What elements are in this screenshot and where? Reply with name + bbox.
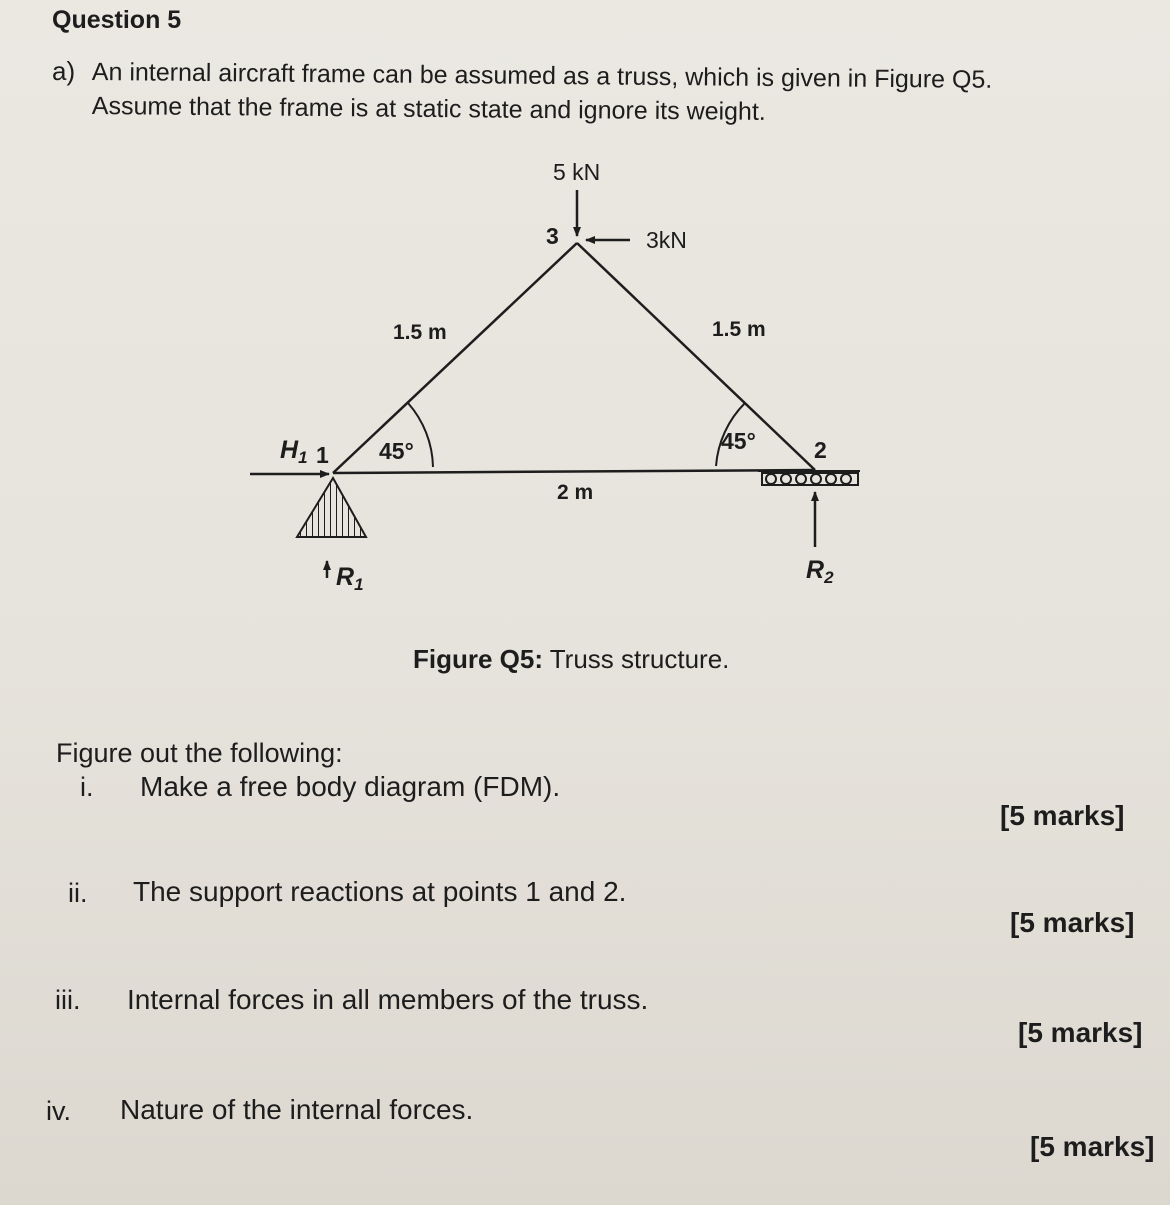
figure-caption xyxy=(413,644,729,675)
part-label: a) xyxy=(52,56,76,86)
bottom-length-label: 2 m xyxy=(557,481,594,504)
load-3kn-label: 3kN xyxy=(646,227,687,253)
member-1-3 xyxy=(333,243,577,473)
item-3-text: Internal forces in all members of the truss. xyxy=(127,984,649,1015)
item-4-number: iv. xyxy=(46,1096,71,1126)
r2-label: $R_2$ xyxy=(806,556,834,587)
intro-line-1: An internal aircraft frame can be assumed as a truss, which is given in Figure Q5. xyxy=(91,58,993,94)
member-3-2 xyxy=(577,243,815,470)
tasks-lead: Figure out the following: xyxy=(56,738,343,768)
node-1-label: 1 xyxy=(316,442,329,468)
item-3-marks: [5 marks] xyxy=(1018,1017,1143,1048)
caption-text: Truss structure. xyxy=(543,644,730,674)
intro-line-2: Assume that the frame is at static state and ignore its weight. xyxy=(91,92,766,126)
item-2-text: The support reactions at points 1 and 2. xyxy=(133,876,627,907)
left-angle-label: 45° xyxy=(379,438,414,464)
item-1-number: i. xyxy=(80,772,94,802)
item-1-marks: [5 marks] xyxy=(1000,800,1125,831)
item-1-text: Make a free body diagram (FDM). xyxy=(140,771,561,802)
question-title: Question 5 xyxy=(52,6,182,34)
item-2-marks: [5 marks] xyxy=(1010,907,1135,938)
left-length-label: 1.5 m xyxy=(393,321,447,344)
item-2-number: ii. xyxy=(68,878,88,908)
roller-support xyxy=(758,471,860,485)
item-4-text: Nature of the internal forces. xyxy=(120,1094,474,1125)
h1-label: $H_1$ xyxy=(280,436,308,467)
load-5kn-label: 5 kN xyxy=(553,159,601,185)
right-length-label: 1.5 m xyxy=(712,318,766,341)
pin-support xyxy=(297,478,366,537)
node-3-label: 3 xyxy=(546,223,559,249)
caption-label: Figure Q5: xyxy=(413,644,544,674)
node-2-label: 2 xyxy=(814,437,827,463)
r1-label: $R_1$ xyxy=(336,563,364,594)
member-1-2 xyxy=(333,470,815,473)
item-4-marks: [5 marks] xyxy=(1030,1131,1155,1162)
right-angle-label: 45° xyxy=(721,428,756,454)
item-3-number: iii. xyxy=(55,985,81,1015)
